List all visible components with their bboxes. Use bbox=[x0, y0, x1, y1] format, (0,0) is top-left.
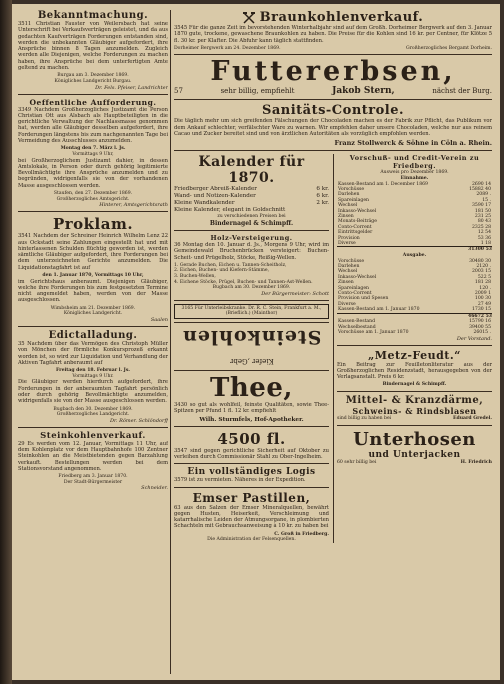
sub-column-right bbox=[333, 154, 492, 543]
ledger-value: 2120 . bbox=[476, 264, 491, 270]
ledger-label: Conto-Corrent bbox=[338, 291, 372, 297]
notice-office: Großherzogliches Landgericht. bbox=[56, 412, 130, 418]
ad-body: 3579 ist zu vermieten. Näheres in der Expedition. bbox=[174, 477, 306, 484]
divider bbox=[174, 150, 492, 151]
ledger-label: Zinsen bbox=[338, 280, 354, 286]
ausgabe-total: 46672 53 bbox=[337, 313, 492, 320]
ad-footer: Der Vorstand. bbox=[456, 335, 492, 342]
notice-title: Oeffentliche Aufforderung. bbox=[29, 97, 157, 107]
ledger-label: Vorschüsse am 1. Januar 1870 bbox=[338, 330, 409, 336]
notice-place: Wimbsheim am 21. Dezember 1869. bbox=[50, 305, 136, 311]
ad-title: Mittel- & Kranzdärme, bbox=[345, 394, 484, 406]
ledger-value: 15 . bbox=[482, 197, 491, 203]
ledger-value: 2089 . bbox=[476, 192, 491, 198]
ledger-label: Eintrittsgelder bbox=[338, 230, 373, 236]
notice-title: Steinkohlenverkauf. bbox=[40, 430, 146, 441]
einnahme-heading: Einnahme. bbox=[400, 175, 429, 181]
ledger-value: 15882 40 bbox=[469, 186, 491, 192]
divider bbox=[337, 425, 492, 426]
divider bbox=[18, 211, 168, 212]
ledger-label: Vorschüsse bbox=[338, 186, 365, 192]
notice-office: Königliches Landgericht. bbox=[63, 311, 123, 317]
kalender-line: Kleine Kalender, elegant in Goldschnitt bbox=[174, 207, 286, 214]
ad-holz-versteigerung bbox=[174, 234, 329, 297]
ad-place: Dorheimer Bergwerk am 24. Dezember 1869. bbox=[174, 45, 281, 51]
ad-seller: H. Friedrich bbox=[460, 459, 492, 465]
ad-unterhosen bbox=[337, 429, 492, 466]
divider bbox=[174, 230, 329, 231]
ledger-value: 1730 15 bbox=[472, 307, 491, 313]
divider bbox=[174, 426, 329, 427]
ad-vorschuss-verein bbox=[337, 154, 492, 341]
ledger-label: Diverse bbox=[338, 241, 356, 247]
ad-body: Ein Beitrag zur Feuilletonliteratur aus der Großherzoglichen Residenzstadt, herausgegeben von der Verlagsanstalt. Preis 6 kr. bbox=[337, 361, 492, 381]
notice-signer: Dr. Fels. Pfeiser, Landrichter bbox=[95, 84, 168, 91]
ledger-label: Monats-Beiträge bbox=[338, 219, 377, 225]
ad-title: Futtererbsen, bbox=[210, 56, 456, 88]
ad-logis bbox=[174, 467, 329, 483]
ad-makers: Franz Stollwerck & Söhne in Cöln a. Rhein. bbox=[334, 139, 492, 148]
notice-body-2: im Gerichtshaus anberaumt. Diejenigen Gläubiger, welche ihre Forderungen bis zum festgesetzten Termine nicht angemeldet haben, werden von der Masse ausgeschlossen. bbox=[18, 278, 168, 304]
ledger-label: Kassen-Bestand am 1. December 1869 bbox=[338, 181, 428, 187]
ledger-value: 3590 17 bbox=[472, 203, 491, 209]
ledger-value: 120 . bbox=[479, 285, 491, 291]
ledger-label: Spareinlagen bbox=[338, 285, 369, 291]
ad-text: sehr billig, empfiehlt bbox=[220, 87, 295, 96]
notice-body: 3349 Nachdem Großherzogliches Justizamt die Person Christian Ott aus Alsbach als Hauptbeteiligten in die gerichtliche Verwaltung der Nachlassmasse genommen hat, werden alle Gläubiger desselben aufgefordert, ihre Forderungen längstens bis zum nachgenannten Tage bei Vermeidung des Ausschlusses anzumelden. bbox=[18, 106, 168, 145]
divider bbox=[18, 427, 168, 428]
ad-unterleibskranke: 3165 Für Unterleibskranke. Dr. R. C. Stein, Frankfurt a. M., (Brieflich.) (Mainthor) bbox=[174, 304, 329, 319]
ad-title: Emser Pastillen, bbox=[192, 490, 311, 505]
ad-4500fl bbox=[174, 430, 329, 461]
ad-body: sind billig zu haben bei bbox=[337, 415, 392, 421]
ad-thee bbox=[174, 374, 329, 423]
notice-place: Bugbach den 30. Dezember 1869. bbox=[53, 406, 133, 412]
notice-date: Montag den 7. März l. Js. bbox=[60, 146, 126, 152]
crossed-hammers-icon bbox=[243, 12, 255, 24]
einnahme-total: 31300 53 bbox=[337, 246, 492, 253]
ad-title: Holz-Versteigerung. bbox=[210, 233, 293, 242]
divider bbox=[174, 322, 329, 323]
ad-subtitle: Kiefer ,Gebr bbox=[229, 357, 274, 366]
notice-edictalladung bbox=[18, 330, 168, 424]
ad-title: 4500 fl. bbox=[217, 429, 286, 448]
right-column bbox=[174, 10, 492, 674]
ad-title: Steinkohlen bbox=[181, 326, 322, 349]
ledger-label: Wechsel bbox=[338, 269, 358, 275]
ledger-label: Wechselbestand bbox=[338, 324, 376, 330]
divider bbox=[174, 99, 492, 100]
ad-number: 57 bbox=[174, 87, 183, 96]
ad-title: Ein vollständiges Logis bbox=[187, 467, 316, 478]
notice-signer: Saalen bbox=[150, 316, 168, 323]
notice-signer: Hinterer, Amtsgerichtsrath bbox=[99, 202, 168, 209]
notice-date: den 1. Januar 1870, Vormittags 10 Uhr, bbox=[42, 272, 144, 278]
ledger-value: 100 30 bbox=[474, 296, 491, 302]
ad-address: nächst der Burg. bbox=[432, 87, 492, 96]
ledger-value: 80 43 bbox=[477, 219, 491, 225]
ledger-value: 2690 14 bbox=[472, 181, 491, 187]
ad-body: Die täglich mehr um sich greifenden Fälschungen der Chocoladen machen es der Fabrik zur Pflicht, das Publikum vor dem Ankauf schlechter, verfälschter Ware zu warnen. Wir empfehlen daher unsere Chocoladen, welche nur aus reinem Cacao und Zucker bereitet sind und von ärztlichen Autoritäten als vorzüglich empfohlen werden. bbox=[174, 118, 492, 138]
notice-title: Proklam. bbox=[52, 215, 134, 234]
ad-seller: Wilh. Sturmfels, Hof-Apotheker. bbox=[199, 416, 304, 423]
ledger-value: 1 18 bbox=[480, 241, 491, 247]
ledger-value: 2003 15 bbox=[472, 269, 491, 275]
notice-title: Edictalladung. bbox=[48, 329, 138, 341]
ledger-value: 26015 . bbox=[473, 330, 491, 336]
ledger-value: 2009 1 bbox=[474, 291, 491, 297]
notice-place: Friedberg am 3. Januar 1870. bbox=[58, 474, 128, 480]
divider bbox=[337, 345, 492, 346]
ad-place: Bugbach am 30. Dezember 1869. bbox=[212, 285, 291, 291]
ledger-value: 181 28 bbox=[474, 280, 491, 286]
ledger-value: 181 50 bbox=[474, 208, 491, 214]
ad-seller: Jakob Stern, bbox=[332, 86, 395, 97]
book-binding bbox=[0, 0, 12, 684]
ledger-label: Diverse bbox=[338, 301, 356, 307]
notice-bekanntmachung bbox=[18, 10, 168, 91]
ad-signer: Der Bürgermeister: Schott bbox=[261, 290, 329, 297]
holz-item: 4. Eichene Stöcke, Prügel, Buchen- und Tannen-Ast-Wellen. bbox=[174, 279, 313, 285]
holz-item: 2. Eichen, Buchen- und Kiefern-Stämme, bbox=[174, 268, 270, 274]
ad-seller: C. Groß in Friedberg. bbox=[274, 531, 329, 537]
ad-mittel-kranzdaerme bbox=[337, 395, 492, 422]
ad-title: Unterhosen bbox=[353, 428, 476, 450]
ledger-value: 53 36 bbox=[477, 235, 491, 241]
ad-body: 3547 sind gegen gerichtliche Sicherheit auf Oktober zu verleihen durch Commissionär Stahl zu Ober-Ingelheim. bbox=[174, 447, 329, 460]
divider bbox=[18, 326, 168, 327]
ledger-label: Darlehen bbox=[338, 192, 360, 198]
notice-proklam bbox=[18, 215, 168, 323]
ad-seller: Bindernagel & Schimpff. bbox=[209, 219, 294, 227]
ad-emser-pastillen bbox=[174, 491, 329, 543]
notice-body-2: Die Gläubiger werden hierdurch aufgefordert, ihre Forderungen in der anberaumten Tagfahrt persönlich oder durch gehörig Bevollmächtigte anzumelden, widrigenfalls sie von der Masse ausgeschlossen werden. bbox=[18, 379, 168, 405]
ad-footer: zu verschiedenen Preisen bei bbox=[217, 214, 286, 220]
notice-body: 29 Es werden vom 12. Januar, Vormittags 11 Uhr, auf dem Kohlenplatz vor dem Hauptbahnhofe 100 Zentner Steinkohlen an die Meistbietenden gegen Barzahlung verkauft. Bestellungen werden bei dem Stationsvorstand angenommen. bbox=[18, 440, 168, 472]
einnahme-table bbox=[337, 182, 492, 247]
ledger-label: Provision und Spesen bbox=[338, 296, 389, 302]
ad-subtitle: Ausweis pro Dezember 1869. bbox=[380, 170, 449, 176]
ad-body: 3545 Für die ganze Zeit im bevorstehenden Winterhalbjahr sind auf dem Großh. Dorheimer Bergwerk auf den 3. Januar 1870 gute, trockene, gewaschene Braunkohlen zu haben. Die Preise für die Kohlen sind 16 kr. per Centner, für Klötze 5 fl. 30 kr. per Klafter. Die Abfuhr kann täglich stattfinden. bbox=[174, 25, 492, 44]
ledger-value: 39400 55 bbox=[469, 324, 491, 330]
newspaper-page bbox=[12, 4, 500, 680]
notice-body-2: bei Großherzoglichem Justizamt dahier, in dessen Amtslokale, in Person oder durch gehörig legitimierte Bevollmächtigte ihre Ansprüche anzumelden und zu begründen, widrigenfalls sie von der vorhandenen Masse ausgeschlossen werden. bbox=[18, 157, 168, 189]
divider bbox=[337, 391, 492, 392]
ledger-value: 2325 28 bbox=[472, 224, 491, 230]
ad-title: Braunkohlenverkauf. bbox=[259, 10, 424, 25]
kalender-line: Friedberger Abreiß-Kalender 6 kr. bbox=[174, 186, 329, 193]
ad-kalender bbox=[174, 154, 329, 227]
ledger-value: 15790 16 bbox=[469, 319, 491, 325]
divider bbox=[174, 463, 329, 464]
ad-seller: Bindernagel & Schimpff. bbox=[382, 382, 447, 388]
notes-table bbox=[337, 319, 492, 335]
left-column bbox=[18, 10, 168, 674]
notice-body: 3541 Nachdem der Schreiner Heinrich Wilhelm Lenz 22 aus Ockstadt seine Zahlungen eingestellt hat und mit hinterlassenen Schulden flüchtig geworden ist, werden sämtliche Gläubiger aufgefordert, ihre Forderungen bei dem unterzeichneten Gerichte anzumelden. Die Liquidationstagfahrt ist auf bbox=[18, 233, 168, 271]
ledger-label: Darlehen bbox=[338, 264, 360, 270]
holz-item: 1. Gerade Buchen, Eichen u. Tannen-Scheitholz, bbox=[174, 262, 287, 268]
ad-title: Sanitäts-Controle. bbox=[261, 103, 405, 119]
ledger-label: Vorschüsse bbox=[338, 258, 365, 264]
notice-signer: Schneider. bbox=[141, 485, 168, 492]
ledger-label: Inkasso-Wechsel bbox=[338, 208, 377, 214]
ledger-label: Zinsen bbox=[338, 214, 354, 219]
ad-sanitaets-controle bbox=[174, 103, 492, 147]
divider bbox=[174, 487, 329, 488]
ledger-value: 27 49 bbox=[477, 301, 491, 307]
notice-body: 3511 Christian Fauster von Weilersbach hat seine Unterschrift bei Verkaufsverträgen geleistet, und da aus gedachten Kaufverträgen Forderungen entstanden sind, werden die unbekannten Gläubiger aufgefordert, ihre Ansprüche binnen 8 Tagen anzumelden. Zugleich werden alle Diejenigen, welche Forderungen zu machen haben, ihre Ansprüche bei dem unterfertigten Amte geltend zu machen. bbox=[18, 21, 168, 72]
ausgabe-table bbox=[337, 259, 492, 313]
ad-steinkohlen-inverted bbox=[174, 326, 329, 367]
notice-office: Königliches Landgericht Burgau. bbox=[54, 78, 132, 84]
ad-footer: Die Administration der Felsenquellen. bbox=[207, 537, 296, 543]
ledger-label: Conto-Corrent bbox=[338, 224, 372, 230]
notice-title: Bekanntmachung. bbox=[37, 10, 149, 21]
ledger-label: Spareinlagen bbox=[338, 197, 369, 203]
notice-oeffentliche bbox=[18, 98, 168, 209]
kalender-line: Wand- und Notizen-Kalender 6 kr. bbox=[174, 193, 329, 200]
divider bbox=[18, 94, 168, 95]
ad-body: 3430 so gut als wohlfeil, feinste Qualitäten, sowie Thee-Spitzen per Pfund 1 fl. 12 kr. empfiehlt bbox=[174, 402, 329, 415]
ad-seller: Eduard Gredel. bbox=[452, 415, 492, 421]
ad-body: 36 Montag den 10. Januar d. Js., Morgens 9 Uhr, wird im Gemeindewald Bruchenbrücken versteigert: Buchen-Scheit- und Prügelholz, Stöcke, Reißig-Wellen. bbox=[174, 241, 329, 261]
ad-metz-feudt bbox=[337, 349, 492, 388]
ad-office: Großherzogliches Bergamt Dorheim. bbox=[406, 45, 492, 51]
ledger-label: Kassen-Bestand bbox=[338, 319, 376, 325]
ledger-value: 30480 30 bbox=[469, 258, 491, 264]
notice-steinkohlenverkauf bbox=[18, 431, 168, 492]
ad-title: „Metz-Feudt.“ bbox=[367, 348, 462, 362]
notice-place: Burgau am 3. Dezember 1869. bbox=[57, 73, 129, 79]
ledger-label: Provision bbox=[338, 235, 360, 241]
ledger-label: Inkasso-Wechsel bbox=[338, 274, 377, 280]
ad-braunkohlen bbox=[174, 10, 492, 51]
notice-office: Der Stadt-Bürgermeister bbox=[63, 479, 123, 485]
ad-title: Vorschuß- und Credit-Verein zu Friedberg. bbox=[349, 154, 480, 171]
notice-body: 35 Nachdem über das Vermögen des Christoph Müller von Mönchen der förmliche Konkursprozeß erkannt worden ist, so wird zur Liquidation und Verhandlung der Aktiven Tagfahrt anberaumt auf bbox=[18, 340, 168, 366]
divider bbox=[174, 54, 492, 55]
ledger-label: Kassen-Bestand am 1. Januar 1870 bbox=[338, 307, 420, 313]
ledger-value: 522 5 bbox=[477, 274, 491, 280]
notice-office: Großherzogliches Amtsgericht. bbox=[56, 196, 130, 202]
ad-futtererbsen bbox=[174, 58, 492, 96]
sub-column-left bbox=[174, 154, 329, 543]
ad-body: 60 sehr billig bei bbox=[337, 459, 377, 465]
ausgabe-heading: Ausgabe. bbox=[402, 253, 427, 259]
notice-time: Vormittags 9 Uhr. bbox=[72, 373, 114, 379]
divider bbox=[174, 370, 329, 371]
ledger-value: 231 25 bbox=[474, 214, 491, 219]
ad-subtitle: und Unterjacken bbox=[368, 449, 461, 460]
notice-date: Freitag den 18. Februar l. Js. bbox=[55, 368, 131, 374]
ad-body: 63 aus den Salzen der Emser Mineralquellen, bewährt gegen Husten, Heiserkeit, Verschleimung und katarrhalische Leiden der Atmungsorgane, in plombierten Schachteln mit Gebrauchsanweisung à 10 kr. zu haben bei bbox=[174, 504, 329, 530]
ledger-label: Wechsel bbox=[338, 203, 358, 209]
kalender-line: Kleine Wandkalender 2 kr. bbox=[174, 200, 329, 207]
notice-time: Vormittags 9 Uhr, bbox=[72, 151, 114, 157]
divider bbox=[174, 300, 329, 301]
notice-place: Staufen, den 27. Dezember 1869. bbox=[53, 191, 133, 197]
ad-title: Kalender für 1870. bbox=[198, 154, 305, 187]
notice-signer: Dr. Römer. Schlöndorff bbox=[110, 417, 168, 424]
column-divider bbox=[170, 10, 171, 674]
ad-subtitle: Schweins- & Rindsblasen bbox=[352, 405, 477, 416]
holz-item: 3. Buchen-Wellen, bbox=[174, 274, 216, 280]
split-section bbox=[174, 154, 492, 543]
ad-title: Thee, bbox=[210, 373, 293, 404]
ledger-value: 12 54 bbox=[477, 230, 491, 236]
